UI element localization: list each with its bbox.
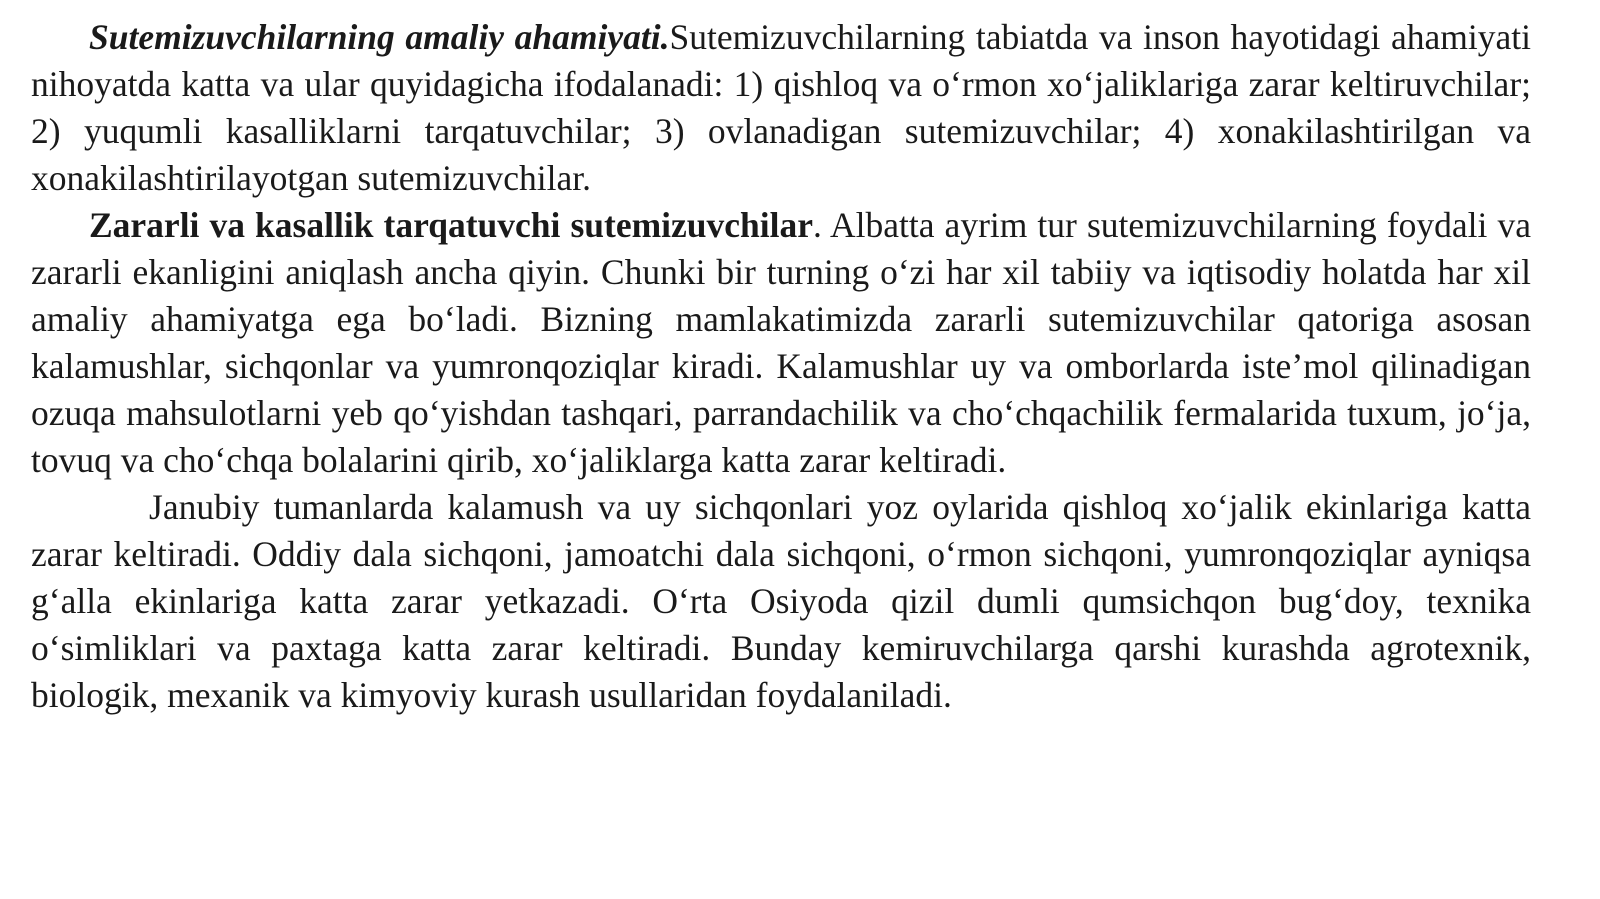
paragraph-body: Sutemizuvchilarning tabiatda va inson hayotidagi ahamiyati nihoyatda katta va ular quyidagicha ifodalanadi: 1) qishloq va o‘rmon xo‘jaliklariga zarar keltiruvchilar; 2) yuqumli kasalliklarni tarqatuvchilar; 3) ovlanadigan sutemizuvchilar; 4) xonakilashtirilgan va xonakilashtirilayotgan sutemizuvchilar. <box>31 17 1531 198</box>
paragraph-heading: Zararli va kasallik tarqatuvchi sutemizuvchilar <box>89 205 814 245</box>
paragraph-heading: Sutemizuvchilarning amaliy ahamiyati. <box>89 17 670 57</box>
paragraph-practical-importance <box>31 14 1531 202</box>
paragraph-body: Janubiy tumanlarda kalamush va uy sichqonlari yoz oylarida qishloq xo‘jalik ekinlariga katta zarar keltiradi. Oddiy dala sichqoni, jamoatchi dala sichqoni, o‘rmon sichqoni, yumronqoziqlar ayniqsa g‘alla ekinlariga katta zarar yetkazadi. O‘rta Osiyoda qizil dumli qumsichqon bug‘doy, texnika o‘simliklari va paxtaga katta zarar keltiradi. Bunday kemiruvchilarga qarshi kurashda agrotexnik, biologik, mexanik va kimyoviy kurash usullaridan foydalaniladi. <box>31 487 1531 715</box>
paragraph-harmful-mammals <box>31 202 1531 484</box>
paragraph-southern-regions <box>31 484 1531 719</box>
paragraph-body: . Albatta ayrim tur sutemizuvchilarning foydali va zararli ekanligini aniqlash ancha qiyin. Chunki bir turning o‘zi har xil tabiiy va iqtisodiy holatda har xil amaliy ahamiyatga ega bo‘ladi. Bizning mamlakatimizda zararli sutemizuvchilar qatoriga asosan kalamushlar, sichqonlar va yumronqoziqlar kiradi. Kalamushlar uy va omborlarda iste’mol qilinadigan ozuqa mahsulotlarni yeb qo‘yishdan tashqari, parrandachilik va cho‘chqachilik fermalarida tuxum, jo‘ja, tovuq va cho‘chqa bolalarini qirib, xo‘jaliklarga katta zarar keltiradi. <box>31 205 1531 480</box>
document-page <box>31 14 1531 719</box>
